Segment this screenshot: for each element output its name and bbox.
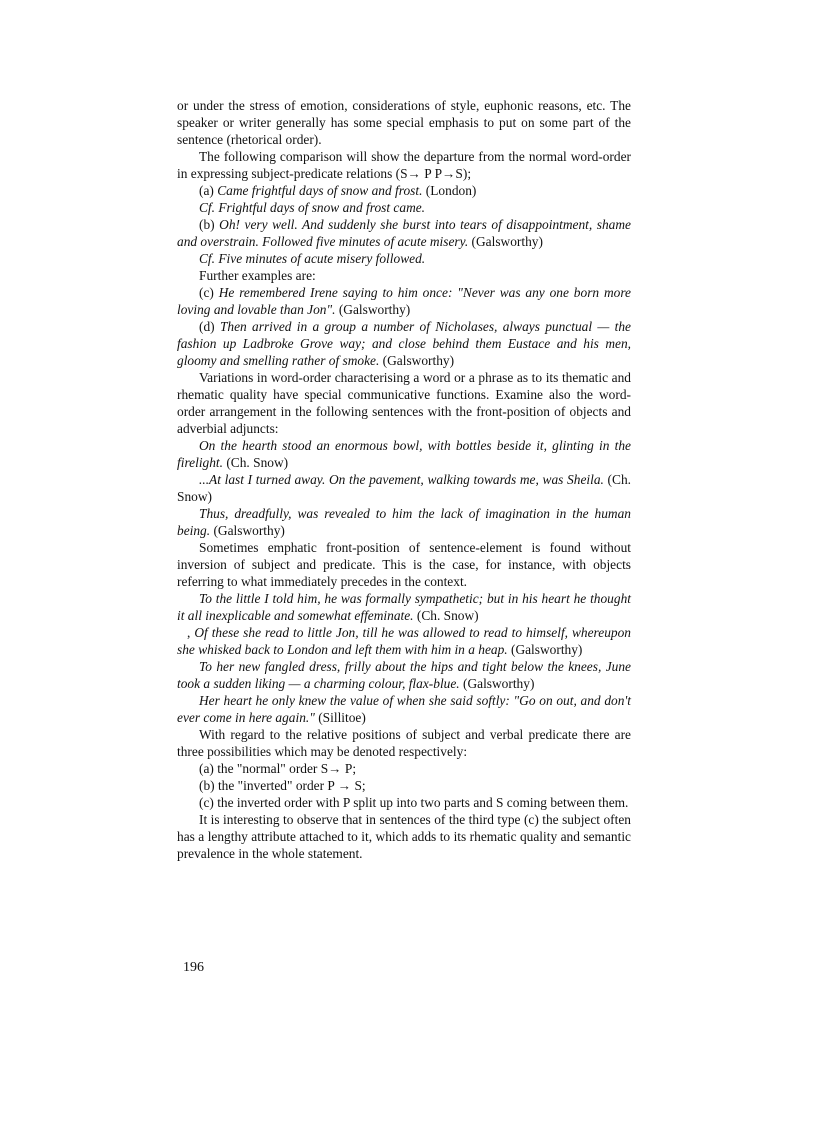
text-run: (a) [199,183,218,198]
paragraph [177,726,631,760]
italic-text-run: To her new fangled dress, frilly about the hips and tight below the knees, June took a sudden liking — a charming colour, flax-blue. [177,659,631,691]
paragraph [177,182,631,199]
paragraph [177,811,631,862]
text-run: (Galsworthy) [379,353,455,368]
text-run: Variations in word-order characterising a word or a phrase as to its thematic and rhematic quality have special communicative functions. Examine also the word-order arrangement in the following sentences with the front-position of objects and adverbial adjuncts: [177,370,631,436]
paragraph [177,624,631,658]
paragraph [177,777,631,794]
text-run: Sometimes emphatic front-position of sentence-element is found without inversion of subject and predicate. This is the case, for instance, with objects referring to what immediately precedes in the context. [177,540,631,589]
text-run: (Galsworthy) [210,523,285,538]
text-run: With regard to the relative positions of subject and verbal predicate there are three possibilities which may be denoted respectively: [177,727,631,759]
text-run: (Galsworthy) [468,234,543,249]
italic-text-run: To the little I told him, he was formally sympathetic; but in his heart he thought it all inexplicable and somewhat effeminate. [177,591,631,623]
paragraph [177,216,631,250]
italic-text-run: Her heart he only knew the value of when she said softly: "Go on out, and don't ever come in here again." [177,693,631,725]
paragraph [177,148,631,182]
text-run: (Ch. Snow) [177,472,631,504]
text-run: (Galsworthy) [459,676,535,691]
italic-text-run: He remembered Irene saying to him once: "Never was any one born more loving and lovable than Jon". [177,285,631,317]
paragraph [177,437,631,471]
text-run: (Galsworthy) [507,642,583,657]
text-run: It is interesting to observe that in sentences of the third type (c) the subject often has a lengthy attribute attached to it, which adds to its rhematic quality and semantic prevalence in the whole statement. [177,812,631,861]
text-run: (Galsworthy) [335,302,411,317]
italic-text-run: Then arrived in a group a number of Nicholases, always punctual — the fashion up Ladbroke Grove way; and close behind them Eustace and his men, gloomy and smelling rather of smoke. [177,319,631,368]
paragraph [177,692,631,726]
text-run: (c) [199,285,219,300]
text-run: or under the stress of emotion, considerations of style, euphonic reasons, etc. The speaker or writer generally has some special emphasis to put on some part of the sentence (rhetorical order). [177,98,631,147]
italic-text-run: On the hearth stood an enormous bowl, with bottles beside it, glinting in the firelight. [177,438,631,470]
paragraph [177,267,631,284]
text-run: (b) [199,217,220,232]
page-number: 196 [183,960,204,975]
italic-text-run: Cf. Five minutes of acute misery followed. [199,251,426,266]
page-text [177,97,631,862]
paragraph [177,505,631,539]
italic-text-run: Came frightful days of snow and frost. [217,183,423,198]
italic-text-run: Cf. Frightful days of snow and frost came. [199,200,426,215]
text-run: , [187,625,195,640]
text-run: Further examples are: [199,268,316,283]
paragraph [177,471,631,505]
italic-text-run: Oh! very well. And suddenly she burst into tears of disappointment, shame and overstrain. Followed five minutes of acute misery. [177,217,631,249]
paragraph [177,97,631,148]
text-run: (Sillitoe) [314,710,366,725]
text-run: (London) [422,183,477,198]
paragraph [177,284,631,318]
paragraph [177,539,631,590]
paragraph [177,760,631,777]
paragraph [177,658,631,692]
paragraph [177,318,631,369]
paragraph [177,250,631,267]
paragraph [177,199,631,216]
text-run: (Ch. Snow) [413,608,479,623]
text-run: (d) [199,319,220,334]
italic-text-run: Thus, dreadfully, was revealed to him the lack of imagination in the human being. [177,506,631,538]
paragraph [177,794,631,811]
text-run: (c) the inverted order with P split up into two parts and S coming between them. [199,795,629,810]
text-run: (Ch. Snow) [223,455,289,470]
text-run: The following comparison will show the departure from the normal word-order in expressing subject-predicate relations (S→ P P→S); [177,149,631,181]
paragraph [177,590,631,624]
text-run: (a) the "normal" order S→ P; [199,761,357,776]
text-run: (b) the "inverted" order P → S; [199,778,366,793]
italic-text-run: ...At last I turned away. On the pavement, walking towards me, was Sheila. [199,472,604,487]
paragraph [177,369,631,437]
italic-text-run: Of these she read to little Jon, till he was allowed to read to himself, whereupon she whisked back to London and left them with him in a heap. [177,625,631,657]
